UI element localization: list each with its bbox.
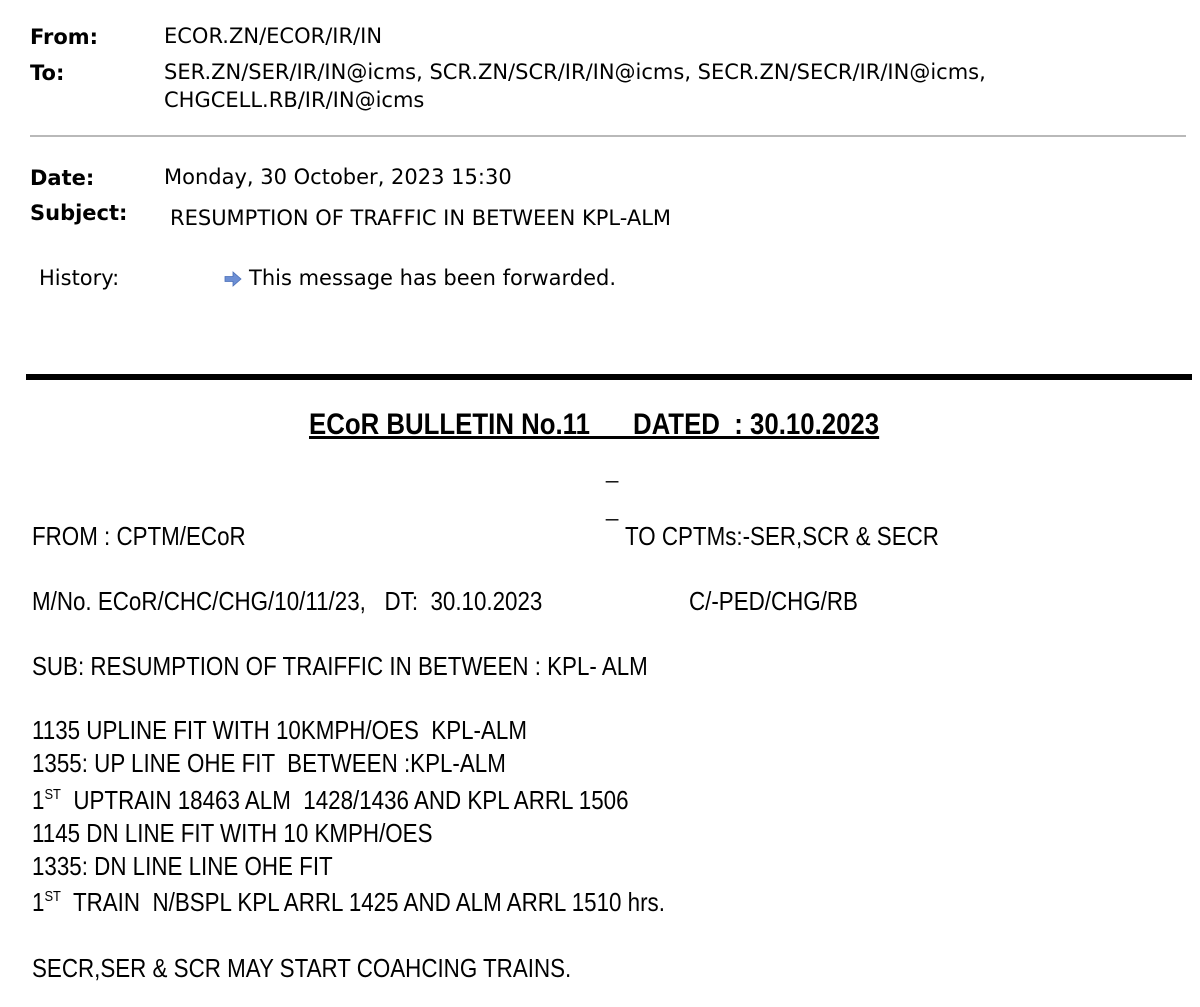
bulletin-from: FROM : CPTM/ECoR — [32, 521, 246, 551]
from-value[interactable]: ECOR.ZN/ECOR/IR/IN — [164, 24, 383, 48]
header-divider — [30, 135, 1186, 137]
dash-mark-2: _ — [606, 496, 619, 521]
forward-arrow-icon — [224, 270, 242, 288]
to-recipients-line2[interactable]: CHGCELL.RB/IR/IN@icms — [164, 88, 425, 112]
date-label: Date: — [30, 166, 95, 190]
bulletin-line-5: 1335: DN LINE LINE OHE FIT — [32, 851, 333, 881]
dash-mark-1: _ — [606, 458, 619, 483]
history-label: History: — [39, 266, 120, 290]
date-value: Monday, 30 October, 2023 15:30 — [164, 165, 512, 189]
to-label: To: — [30, 61, 65, 85]
line-6-rest: TRAIN N/BSPL KPL ARRL 1425 AND ALM ARRL 1510 hrs. — [60, 887, 665, 917]
line-6-superscript: ST — [44, 888, 61, 905]
to-recipients-line1[interactable]: SER.ZN/SER/IR/IN@icms, SCR.ZN/SCR/IR/IN@icms, SECR.ZN/SECR/IR/IN@icms, — [164, 60, 986, 84]
from-label: From: — [30, 25, 99, 49]
bulletin-copy-to: C/-PED/CHG/RB — [689, 586, 858, 616]
bulletin-memo-number: M/No. ECoR/CHC/CHG/10/11/23, DT: 30.10.2023 — [32, 586, 543, 616]
bulletin-closing: SECR,SER & SCR MAY START COAHCING TRAINS. — [32, 953, 572, 983]
bulletin-line-3 — [32, 787, 629, 813]
bulletin-line-6 — [32, 889, 665, 915]
bulletin-line-1: 1135 UPLINE FIT WITH 10KMPH/OES KPL-ALM — [32, 715, 527, 745]
bulletin-line-2: 1355: UP LINE OHE FIT BETWEEN :KPL-ALM — [32, 748, 506, 778]
bulletin-line-4: 1145 DN LINE FIT WITH 10 KMPH/OES — [32, 818, 433, 848]
bulletin-title: ECoR BULLETIN No.11 DATED : 30.10.2023 — [309, 408, 880, 441]
bulletin-to: TO CPTMs:-SER,SCR & SECR — [625, 521, 939, 551]
line-3-prefix: 1 — [32, 785, 45, 815]
line-3-superscript: ST — [44, 786, 61, 803]
subject-value: RESUMPTION OF TRAFFIC IN BETWEEN KPL-ALM — [170, 206, 672, 230]
body-divider — [26, 374, 1192, 380]
bulletin-subject: SUB: RESUMPTION OF TRAIFFIC IN BETWEEN : KPL- ALM — [32, 651, 648, 681]
line-6-prefix: 1 — [32, 887, 45, 917]
to-recipients[interactable] — [164, 58, 986, 114]
history-text: This message has been forwarded. — [249, 266, 617, 290]
line-3-rest: UPTRAIN 18463 ALM 1428/1436 AND KPL ARRL 1506 — [60, 785, 629, 815]
subject-label: Subject: — [30, 201, 128, 225]
